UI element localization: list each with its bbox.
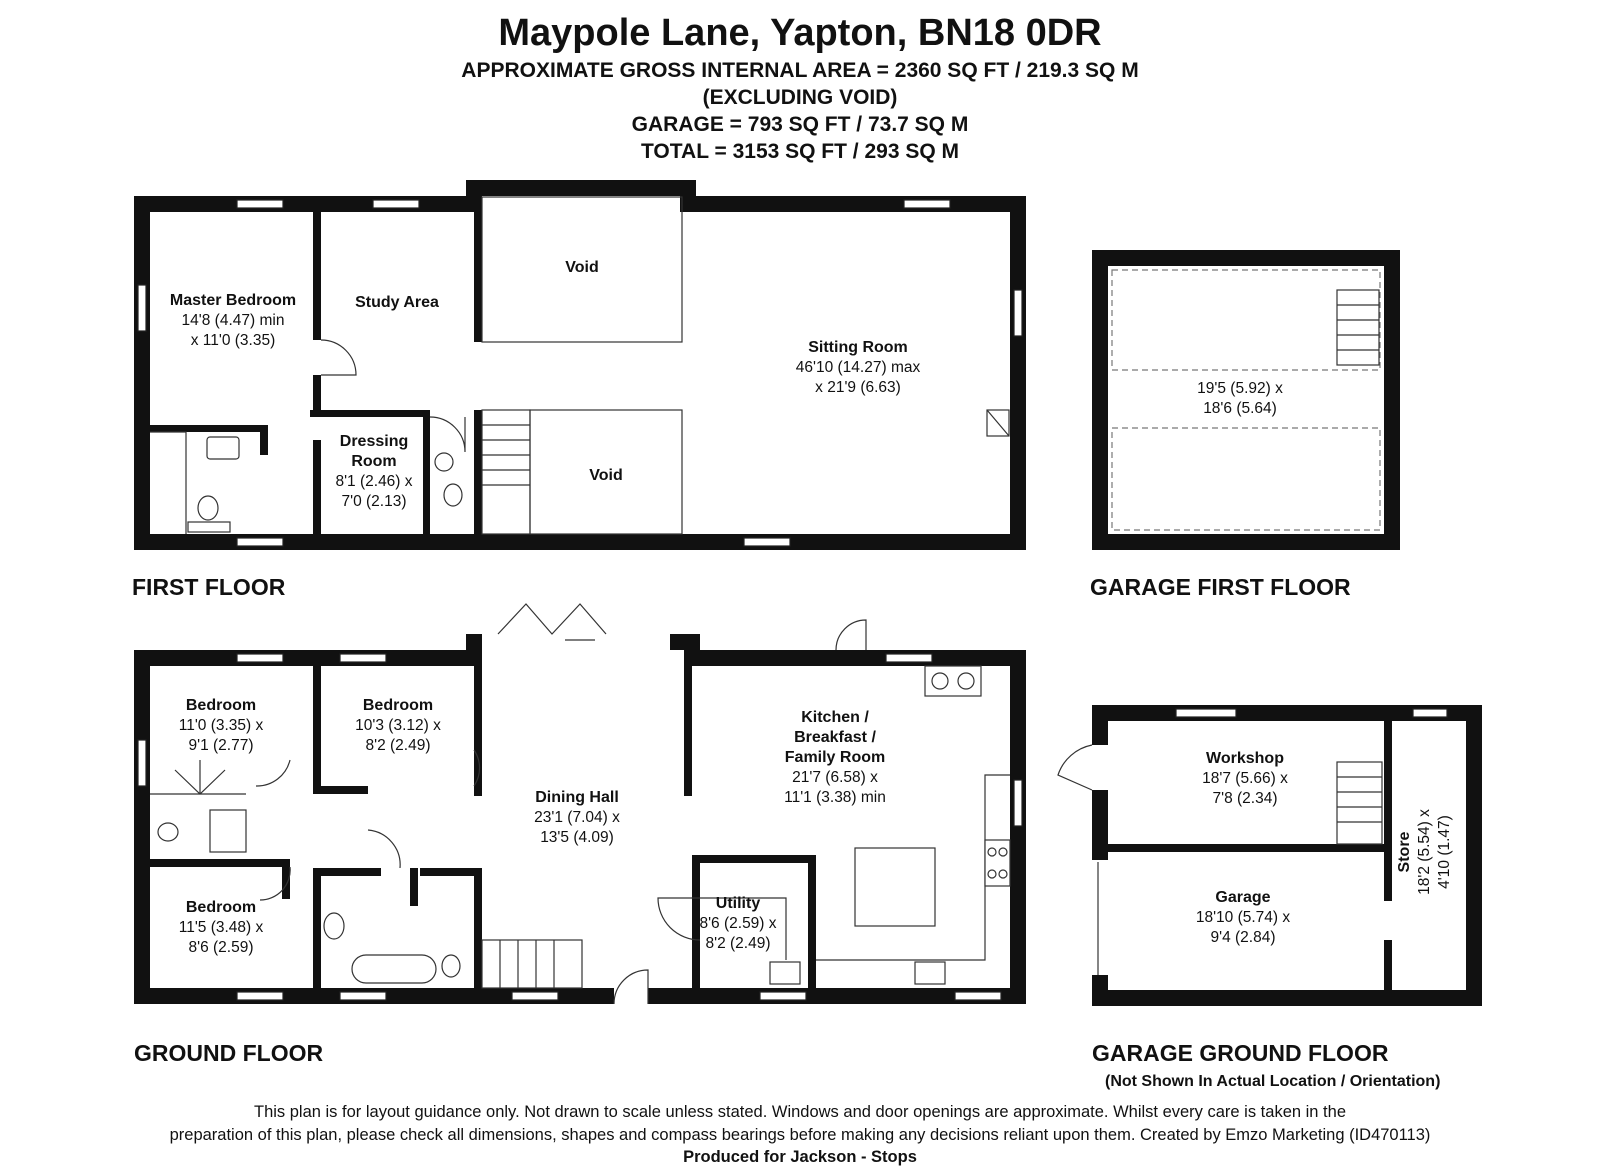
room-dimension: 18'2 (5.54) x: [1416, 809, 1433, 895]
room-void-upper: [565, 258, 598, 278]
disclaimer-line-2: preparation of this plan, please check all dimensions, shapes and compass bearings before making any decisions reliant upon them. Created by Emzo Marketing (ID470113): [169, 1126, 1431, 1144]
room-dimension: 18'6 (5.64): [1203, 400, 1277, 417]
room-dimension: 7'8 (2.34): [1212, 790, 1278, 807]
room-dimension: 8'2 (2.49): [705, 935, 771, 952]
room-dimension: x 21'9 (6.63): [815, 379, 901, 396]
produced-for: Produced for Jackson - Stops: [683, 1148, 917, 1166]
room-dimension: 4'10 (1.47): [1436, 815, 1453, 889]
disclaimer-line-1: This plan is for layout guidance only. Not drawn to scale unless stated. Windows and door openings are approximate. Whilst every care is taken in the: [253, 1103, 1346, 1121]
room-dining-hall: [534, 788, 620, 848]
room-kitchen: [784, 708, 886, 808]
room-name: Garage: [1215, 889, 1271, 906]
room-dimension: 21'7 (6.58) x: [792, 769, 878, 786]
room-name: Bedroom: [185, 697, 257, 714]
room-name: Breakfast /: [794, 729, 876, 746]
room-name: Bedroom: [185, 899, 257, 916]
room-name: Dressing: [339, 433, 409, 450]
garage-note: (Not Shown In Actual Location / Orientation): [1105, 1073, 1441, 1090]
room-name: Master Bedroom: [169, 292, 297, 309]
room-name: Study Area: [355, 294, 439, 311]
room-dimension: 19'5 (5.92) x: [1197, 380, 1283, 397]
room-name: Void: [589, 467, 623, 484]
room-dressing: [335, 432, 412, 512]
garage-first-floor-label: GARAGE FIRST FLOOR: [1090, 574, 1351, 600]
room-workshop: [1202, 749, 1288, 809]
room-dimension: 9'1 (2.77): [188, 737, 254, 754]
room-dimension: 9'4 (2.84): [1210, 929, 1276, 946]
room-dimension: x 11'0 (3.35): [190, 332, 276, 349]
first-floor-label: FIRST FLOOR: [132, 574, 286, 600]
room-name: Dining Hall: [535, 789, 619, 806]
total-area: TOTAL = 3153 SQ FT / 293 SQ M: [640, 140, 960, 163]
room-garage: [1196, 888, 1290, 948]
room-dimension: 10'3 (3.12) x: [355, 717, 441, 734]
room-name: Store: [1396, 831, 1413, 873]
room-dimension: 18'10 (5.74) x: [1195, 909, 1291, 926]
room-dimension: 14'8 (4.47) min: [181, 312, 285, 329]
room-name: Family Room: [784, 749, 886, 766]
room-name: Void: [565, 259, 599, 276]
room-garage-first: [1197, 379, 1283, 419]
room-void-lower: [589, 466, 622, 486]
room-study-area: [355, 293, 439, 313]
plan-title: Maypole Lane, Yapton, BN18 0DR: [498, 12, 1102, 54]
room-bedroom-1: [179, 696, 264, 756]
room-dimension: 46'10 (14.27) max: [795, 359, 921, 376]
room-dimension: 11'5 (3.48) x: [178, 919, 264, 936]
room-name: Kitchen /: [801, 709, 869, 726]
room-bedroom-3: [179, 898, 264, 958]
room-dimension: 8'2 (2.49): [365, 737, 431, 754]
room-dimension: 8'6 (2.59) x: [699, 915, 777, 932]
room-dimension: 13'5 (4.09): [540, 829, 614, 846]
room-dimension: 23'1 (7.04) x: [534, 809, 620, 826]
room-bedroom-2: [355, 696, 441, 756]
room-utility: [699, 894, 776, 954]
room-name: Sitting Room: [808, 339, 908, 356]
room-sitting: [796, 338, 920, 398]
gross-area: APPROXIMATE GROSS INTERNAL AREA = 2360 SQ FT / 219.3 SQ M: [461, 59, 1139, 82]
garage-area: GARAGE = 793 SQ FT / 73.7 SQ M: [631, 113, 969, 136]
room-dimension: 11'1 (3.38) min: [784, 789, 886, 806]
room-name: Room: [351, 453, 397, 470]
garage-ground-floor-label: GARAGE GROUND FLOOR: [1092, 1040, 1389, 1066]
ground-floor-label: GROUND FLOOR: [134, 1040, 324, 1066]
room-master-bedroom: [170, 291, 296, 351]
room-dimension: 7'0 (2.13): [341, 493, 407, 510]
room-dimension: 8'1 (2.46) x: [335, 473, 413, 490]
room-name: Bedroom: [362, 697, 434, 714]
room-name: Utility: [715, 895, 761, 912]
excluding-void: (EXCLUDING VOID): [702, 86, 898, 109]
room-dimension: 18'7 (5.66) x: [1202, 770, 1288, 787]
room-dimension: 8'6 (2.59): [188, 939, 254, 956]
room-store: [1395, 809, 1455, 895]
room-name: Workshop: [1206, 750, 1284, 767]
room-dimension: 11'0 (3.35) x: [178, 717, 264, 734]
